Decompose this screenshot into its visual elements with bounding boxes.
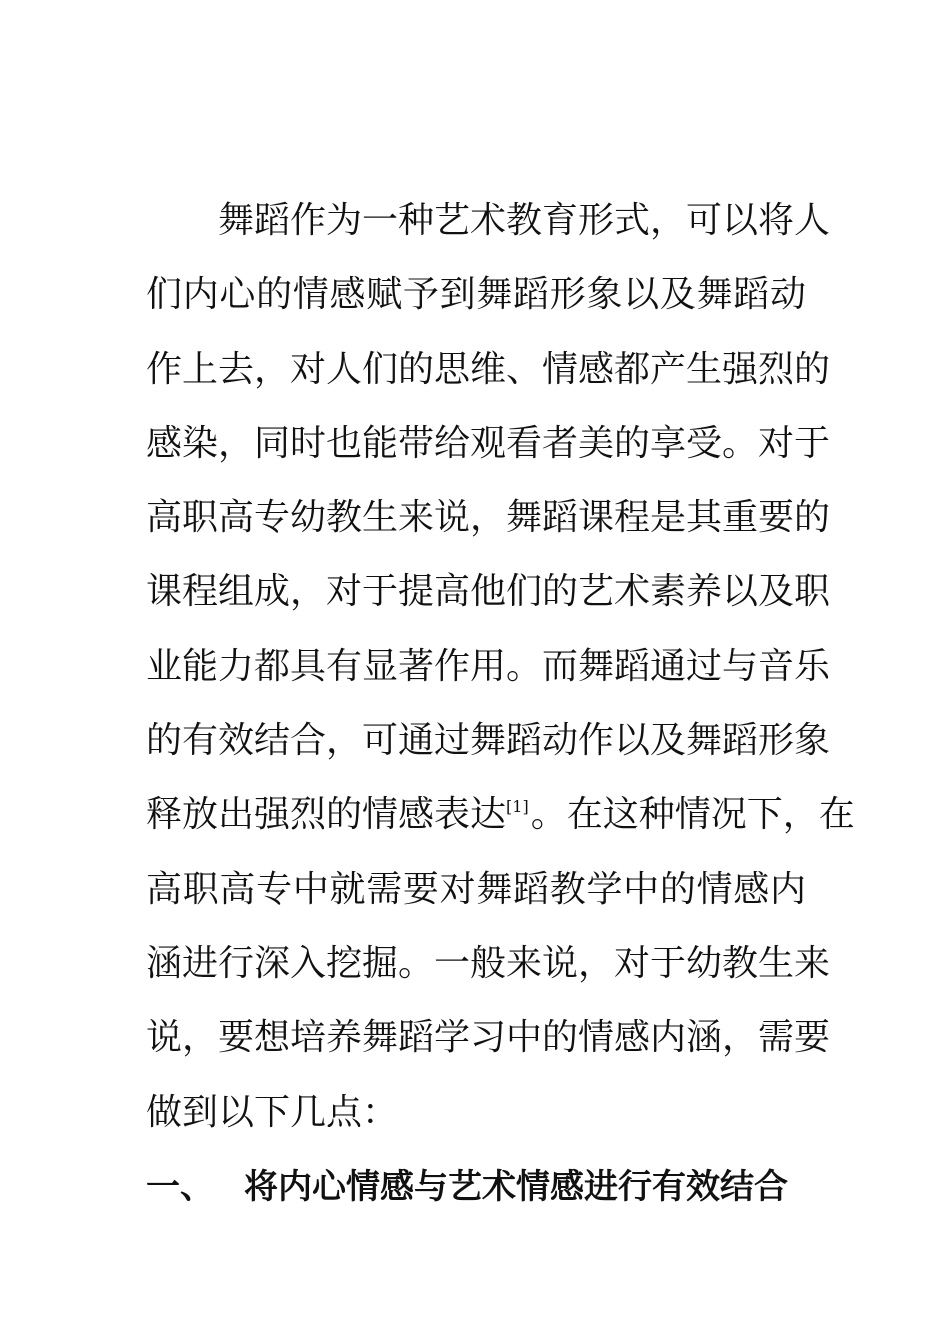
paragraph-line: 高职高专中就需要对舞蹈教学中的情感内 (146, 868, 806, 910)
paragraph-line-with-citation (146, 778, 855, 852)
paragraph-line: 感染，同时也能带给观看者美的享受。对于 (146, 422, 831, 464)
section-heading (146, 1150, 806, 1224)
paragraph-line: 的有效结合，可通过舞蹈动作以及舞蹈形象 (146, 720, 831, 762)
body-paragraph (146, 184, 855, 1150)
paragraph-text: 释放出强烈的情感表达 (146, 794, 507, 836)
paragraph-line: 涵进行深入挖掘。一般来说，对于幼教生来 (146, 942, 831, 984)
paragraph-line: 舞蹈作为一种艺术教育形式，可以将人 (218, 200, 831, 241)
section-number: 一、 (146, 1167, 214, 1207)
paragraph-line: 说，要想培养舞蹈学习中的情感内涵，需要 (146, 1017, 831, 1059)
paragraph-line: 做到以下几点： (146, 1091, 399, 1133)
paragraph-line: 们内心的情感赋予到舞蹈形象以及舞蹈动 (146, 274, 806, 316)
citation-marker: [1] (506, 797, 529, 817)
paragraph-line: 业能力都具有显著作用。而舞蹈通过与音乐 (146, 645, 831, 687)
paragraph-line: 课程组成，对于提高他们的艺术素养以及职 (146, 571, 831, 613)
paragraph-line: 高职高专幼教生来说，舞蹈课程是其重要的 (146, 497, 831, 539)
paragraph-line: 作上去，对人们的思维、情感都产生强烈的 (146, 348, 831, 390)
section-title: 将内心情感与艺术情感进行有效结合 (244, 1167, 788, 1207)
paragraph-text: 。在这种情况下，在 (530, 794, 855, 836)
